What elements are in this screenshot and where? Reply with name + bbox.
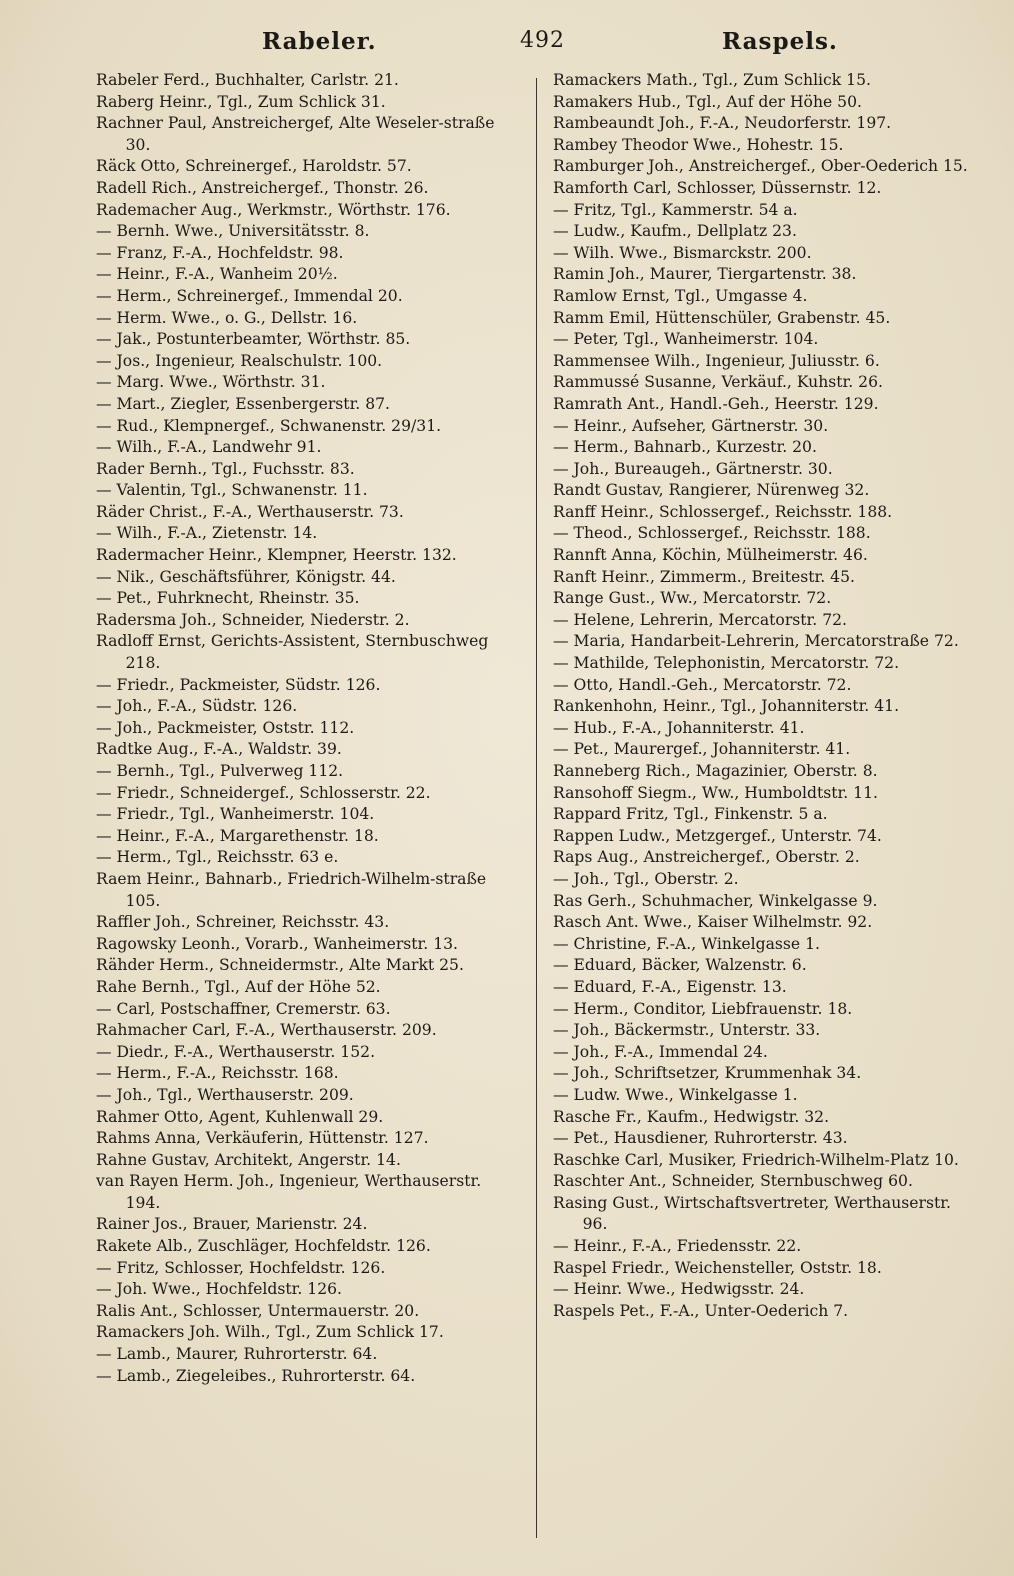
directory-entry: Ramakers Hub., Tgl., Auf der Höhe 50.	[553, 92, 862, 111]
directory-entry: — Joh., Bäckermstr., Unterstr. 33.	[553, 1021, 821, 1040]
directory-entry: Rabeler Ferd., Buchhalter, Carlstr. 21.	[96, 71, 399, 89]
directory-entry: Raberg Heinr., Tgl., Zum Schlick 31.	[96, 92, 386, 111]
directory-entry: Rahne Gustav, Architekt, Angerstr. 14.	[96, 1150, 401, 1169]
running-head-left: Rabeler.	[262, 28, 377, 55]
directory-entry: Ramlow Ernst, Tgl., Umgasse 4.	[553, 286, 808, 305]
directory-entry: — Christine, F.-A., Winkelgasse 1.	[553, 934, 820, 953]
directory-entry: Räder Christ., F.-A., Werthauserstr. 73.	[96, 502, 404, 521]
directory-entry: — Herm. Wwe., o. G., Dellstr. 16.	[96, 308, 358, 327]
directory-entry: Ramm Emil, Hüttenschüler, Grabenstr. 45.	[553, 308, 891, 327]
directory-entry: — Ludw., Kaufm., Dellplatz 23.	[553, 222, 797, 241]
directory-entry: Ranft Heinr., Zimmerm., Breitestr. 45.	[553, 567, 855, 586]
directory-entry: Radloff Ernst, Gerichts-Assistent, Sternbuschweg 218.	[96, 632, 489, 673]
directory-entry: — Herm., Conditor, Liebfrauenstr. 18.	[553, 999, 853, 1018]
directory-entry: — Wilh., F.-A., Zietenstr. 14.	[96, 524, 318, 543]
directory-entry: Rammensee Wilh., Ingenieur, Juliusstr. 6.	[553, 351, 880, 370]
directory-entry: Rahmer Otto, Agent, Kuhlenwall 29.	[96, 1107, 384, 1126]
column-divider	[536, 78, 537, 1538]
directory-entry: Ramforth Carl, Schlosser, Düssernstr. 12.	[553, 178, 882, 197]
directory-entry: — Bernh., Tgl., Pulverweg 112.	[96, 762, 344, 780]
directory-entry: Ranff Heinr., Schlossergef., Reichsstr. 188.	[553, 502, 893, 521]
directory-entry: Ranneberg Rich., Magazinier, Oberstr. 8.	[553, 762, 878, 780]
directory-entry: — Fritz, Schlosser, Hochfeldstr. 126.	[96, 1258, 386, 1277]
directory-entry: Raspel Friedr., Weichensteller, Oststr. 18.	[553, 1258, 882, 1277]
directory-entry: Ramackers Math., Tgl., Zum Schlick 15.	[553, 71, 871, 89]
directory-entry: — Lamb., Maurer, Ruhrorterstr. 64.	[96, 1345, 378, 1364]
directory-entry: Rasch Ant. Wwe., Kaiser Wilhelmstr. 92.	[553, 913, 873, 932]
directory-entry: — Eduard, F.-A., Eigenstr. 13.	[553, 977, 787, 996]
left-column	[96, 70, 514, 1387]
running-head-right: Raspels.	[722, 28, 838, 55]
directory-entry: — Peter, Tgl., Wanheimerstr. 104.	[553, 330, 819, 349]
directory-entry: Rambey Theodor Wwe., Hohestr. 15.	[553, 135, 844, 154]
directory-entry: Rannft Anna, Köchin, Mülheimerstr. 46.	[553, 546, 868, 565]
directory-entry: — Ludw. Wwe., Winkelgasse 1.	[553, 1085, 798, 1104]
directory-entry: Rahms Anna, Verkäuferin, Hüttenstr. 127.	[96, 1129, 429, 1148]
directory-entry: — Joh. Wwe., Hochfeldstr. 126.	[96, 1280, 342, 1299]
directory-entry: Radermacher Heinr., Klempner, Heerstr. 132.	[96, 546, 457, 565]
directory-entry: Ras Gerh., Schuhmacher, Winkelgasse 9.	[553, 891, 878, 910]
directory-entry: — Mart., Ziegler, Essenbergerstr. 87.	[96, 394, 391, 413]
directory-entry: Raps Aug., Anstreichergef., Oberstr. 2.	[553, 848, 860, 867]
directory-entry: — Eduard, Bäcker, Walzenstr. 6.	[553, 956, 807, 975]
directory-entry: — Herm., Bahnarb., Kurzestr. 20.	[553, 438, 817, 457]
directory-entry: van Rayen Herm. Joh., Ingenieur, Werthauserstr. 194.	[96, 1172, 482, 1212]
directory-entry: — Joh., Tgl., Werthauserstr. 209.	[96, 1085, 354, 1104]
directory-entry: Randt Gustav, Rangierer, Nürenweg 32.	[553, 481, 870, 500]
directory-entry: — Wilh., F.-A., Landwehr 91.	[96, 438, 322, 457]
directory-entry: — Friedr., Packmeister, Südstr. 126.	[96, 675, 381, 694]
directory-entry: Rahe Bernh., Tgl., Auf der Höhe 52.	[96, 977, 381, 996]
directory-entry: — Heinr., Aufseher, Gärtnerstr. 30.	[553, 416, 829, 435]
directory-entry: — Nik., Geschäftsführer, Königstr. 44.	[96, 567, 396, 586]
directory-entry: Ramburger Joh., Anstreichergef., Ober-Oederich 15.	[553, 157, 968, 176]
directory-entry: Rappen Ludw., Metzgergef., Unterstr. 74.	[553, 826, 882, 845]
directory-entry: — Valentin, Tgl., Schwanenstr. 11.	[96, 481, 368, 500]
directory-entry: — Mathilde, Telephonistin, Mercatorstr. 72.	[553, 654, 900, 673]
directory-entry: — Rud., Klempnergef., Schwanenstr. 29/31.	[96, 416, 442, 435]
directory-entry: Ramackers Joh. Wilh., Tgl., Zum Schlick 17.	[96, 1323, 444, 1342]
directory-entry: — Heinr., F.-A., Wanheim 20½.	[96, 265, 338, 284]
directory-entry: Rachner Paul, Anstreichergef, Alte Weseler-straße 30.	[96, 114, 495, 154]
directory-entry: Raspels Pet., F.-A., Unter-Oederich 7.	[553, 1301, 849, 1320]
right-column	[553, 70, 971, 1322]
directory-entry: Rankenhohn, Heinr., Tgl., Johanniterstr. 41.	[553, 697, 900, 716]
directory-entry: Radtke Aug., F.-A., Waldstr. 39.	[96, 740, 342, 759]
directory-entry: Raem Heinr., Bahnarb., Friedrich-Wilhelm-straße 105.	[96, 869, 487, 910]
directory-entry: Rambeaundt Joh., F.-A., Neudorferstr. 197.	[553, 114, 892, 133]
directory-entry: — Bernh. Wwe., Universitätsstr. 8.	[96, 222, 370, 241]
directory-entry: — Jak., Postunterbeamter, Wörthstr. 85.	[96, 330, 411, 349]
directory-entry: — Lamb., Ziegeleibes., Ruhrorterstr. 64.	[96, 1366, 416, 1385]
directory-entry: Rainer Jos., Brauer, Marienstr. 24.	[96, 1215, 368, 1234]
directory-entry: Ragowsky Leonh., Vorarb., Wanheimerstr. 13.	[96, 934, 458, 953]
directory-entry: Radersma Joh., Schneider, Niederstr. 2.	[96, 610, 410, 629]
directory-entry: Rappard Fritz, Tgl., Finkenstr. 5 a.	[553, 805, 828, 824]
directory-entry: — Hub., F.-A., Johanniterstr. 41.	[553, 718, 805, 737]
directory-entry: Rammussé Susanne, Verkäuf., Kuhstr. 26.	[553, 373, 883, 392]
directory-entry: Rader Bernh., Tgl., Fuchsstr. 83.	[96, 459, 355, 478]
directory-entry: Räck Otto, Schreinergef., Haroldstr. 57.	[96, 157, 412, 176]
directory-entry: — Joh., F.-A., Immendal 24.	[553, 1042, 768, 1061]
directory-entry: Raschter Ant., Schneider, Sternbuschweg 60.	[553, 1172, 913, 1191]
directory-entry: — Fritz, Tgl., Kammerstr. 54 a.	[553, 200, 798, 219]
directory-entry: — Otto, Handl.-Geh., Mercatorstr. 72.	[553, 675, 852, 694]
directory-entry: — Pet., Maurergef., Johanniterstr. 41.	[553, 740, 851, 759]
directory-entry: Ransohoff Siegm., Ww., Humboldtstr. 11.	[553, 783, 878, 802]
directory-entry: — Joh., Schriftsetzer, Krummenhak 34.	[553, 1064, 862, 1083]
directory-entry: — Pet., Hausdiener, Ruhrorterstr. 43.	[553, 1129, 848, 1148]
directory-entry: — Heinr. Wwe., Hedwigsstr. 24.	[553, 1280, 805, 1299]
directory-entry: Range Gust., Ww., Mercatorstr. 72.	[553, 589, 832, 608]
directory-entry: — Joh., F.-A., Südstr. 126.	[96, 697, 298, 716]
directory-entry: Ramin Joh., Maurer, Tiergartenstr. 38.	[553, 265, 857, 284]
directory-entry: — Herm., Tgl., Reichsstr. 63 e.	[96, 848, 339, 867]
directory-entry: — Diedr., F.-A., Werthauserstr. 152.	[96, 1042, 376, 1061]
directory-entry: — Carl, Postschaffner, Cremerstr. 63.	[96, 999, 391, 1018]
directory-entry: — Theod., Schlossergef., Reichsstr. 188.	[553, 524, 871, 543]
directory-entry: — Joh., Bureaugeh., Gärtnerstr. 30.	[553, 459, 833, 478]
directory-entry: Rademacher Aug., Werkmstr., Wörthstr. 176.	[96, 200, 451, 219]
directory-entry: Radell Rich., Anstreichergef., Thonstr. 26.	[96, 178, 429, 197]
directory-entry: Ralis Ant., Schlosser, Untermauerstr. 20.	[96, 1301, 420, 1320]
directory-entry: Ramrath Ant., Handl.-Geh., Heerstr. 129.	[553, 394, 879, 413]
directory-entry: — Herm., Schreinergef., Immendal 20.	[96, 286, 403, 305]
directory-entry: Raffler Joh., Schreiner, Reichsstr. 43.	[96, 913, 390, 932]
directory-entry: Rahmacher Carl, F.-A., Werthauserstr. 209.	[96, 1021, 437, 1040]
directory-entry: — Wilh. Wwe., Bismarckstr. 200.	[553, 243, 812, 262]
directory-entry: — Franz, F.-A., Hochfeldstr. 98.	[96, 243, 344, 262]
directory-entry: — Herm., F.-A., Reichsstr. 168.	[96, 1064, 339, 1083]
directory-entry: — Heinr., F.-A., Margarethenstr. 18.	[96, 826, 379, 845]
directory-entry: — Joh., Tgl., Oberstr. 2.	[553, 869, 739, 888]
directory-entry: Rähder Herm., Schneidermstr., Alte Markt 25.	[96, 956, 464, 975]
directory-entry: — Friedr., Tgl., Wanheimerstr. 104.	[96, 805, 375, 824]
directory-entry: Rakete Alb., Zuschläger, Hochfeldstr. 126.	[96, 1237, 431, 1256]
page-number: 492	[520, 28, 565, 53]
directory-entry: — Pet., Fuhrknecht, Rheinstr. 35.	[96, 589, 360, 608]
directory-entry: — Jos., Ingenieur, Realschulstr. 100.	[96, 351, 383, 370]
directory-entry: — Maria, Handarbeit-Lehrerin, Mercatorstraße 72.	[553, 632, 959, 651]
directory-entry: — Heinr., F.-A., Friedensstr. 22.	[553, 1237, 802, 1256]
directory-entry: Rasche Fr., Kaufm., Hedwigstr. 32.	[553, 1107, 830, 1126]
directory-entry: Rasing Gust., Wirtschaftsvertreter, Werthauserstr. 96.	[553, 1193, 951, 1234]
directory-entry: Raschke Carl, Musiker, Friedrich-Wilhelm-Platz 10.	[553, 1150, 959, 1169]
directory-entry: — Marg. Wwe., Wörthstr. 31.	[96, 373, 326, 392]
directory-entry: — Friedr., Schneidergef., Schlosserstr. 22.	[96, 783, 431, 802]
directory-entry: — Helene, Lehrerin, Mercatorstr. 72.	[553, 610, 847, 629]
directory-entry: — Joh., Packmeister, Oststr. 112.	[96, 718, 355, 737]
